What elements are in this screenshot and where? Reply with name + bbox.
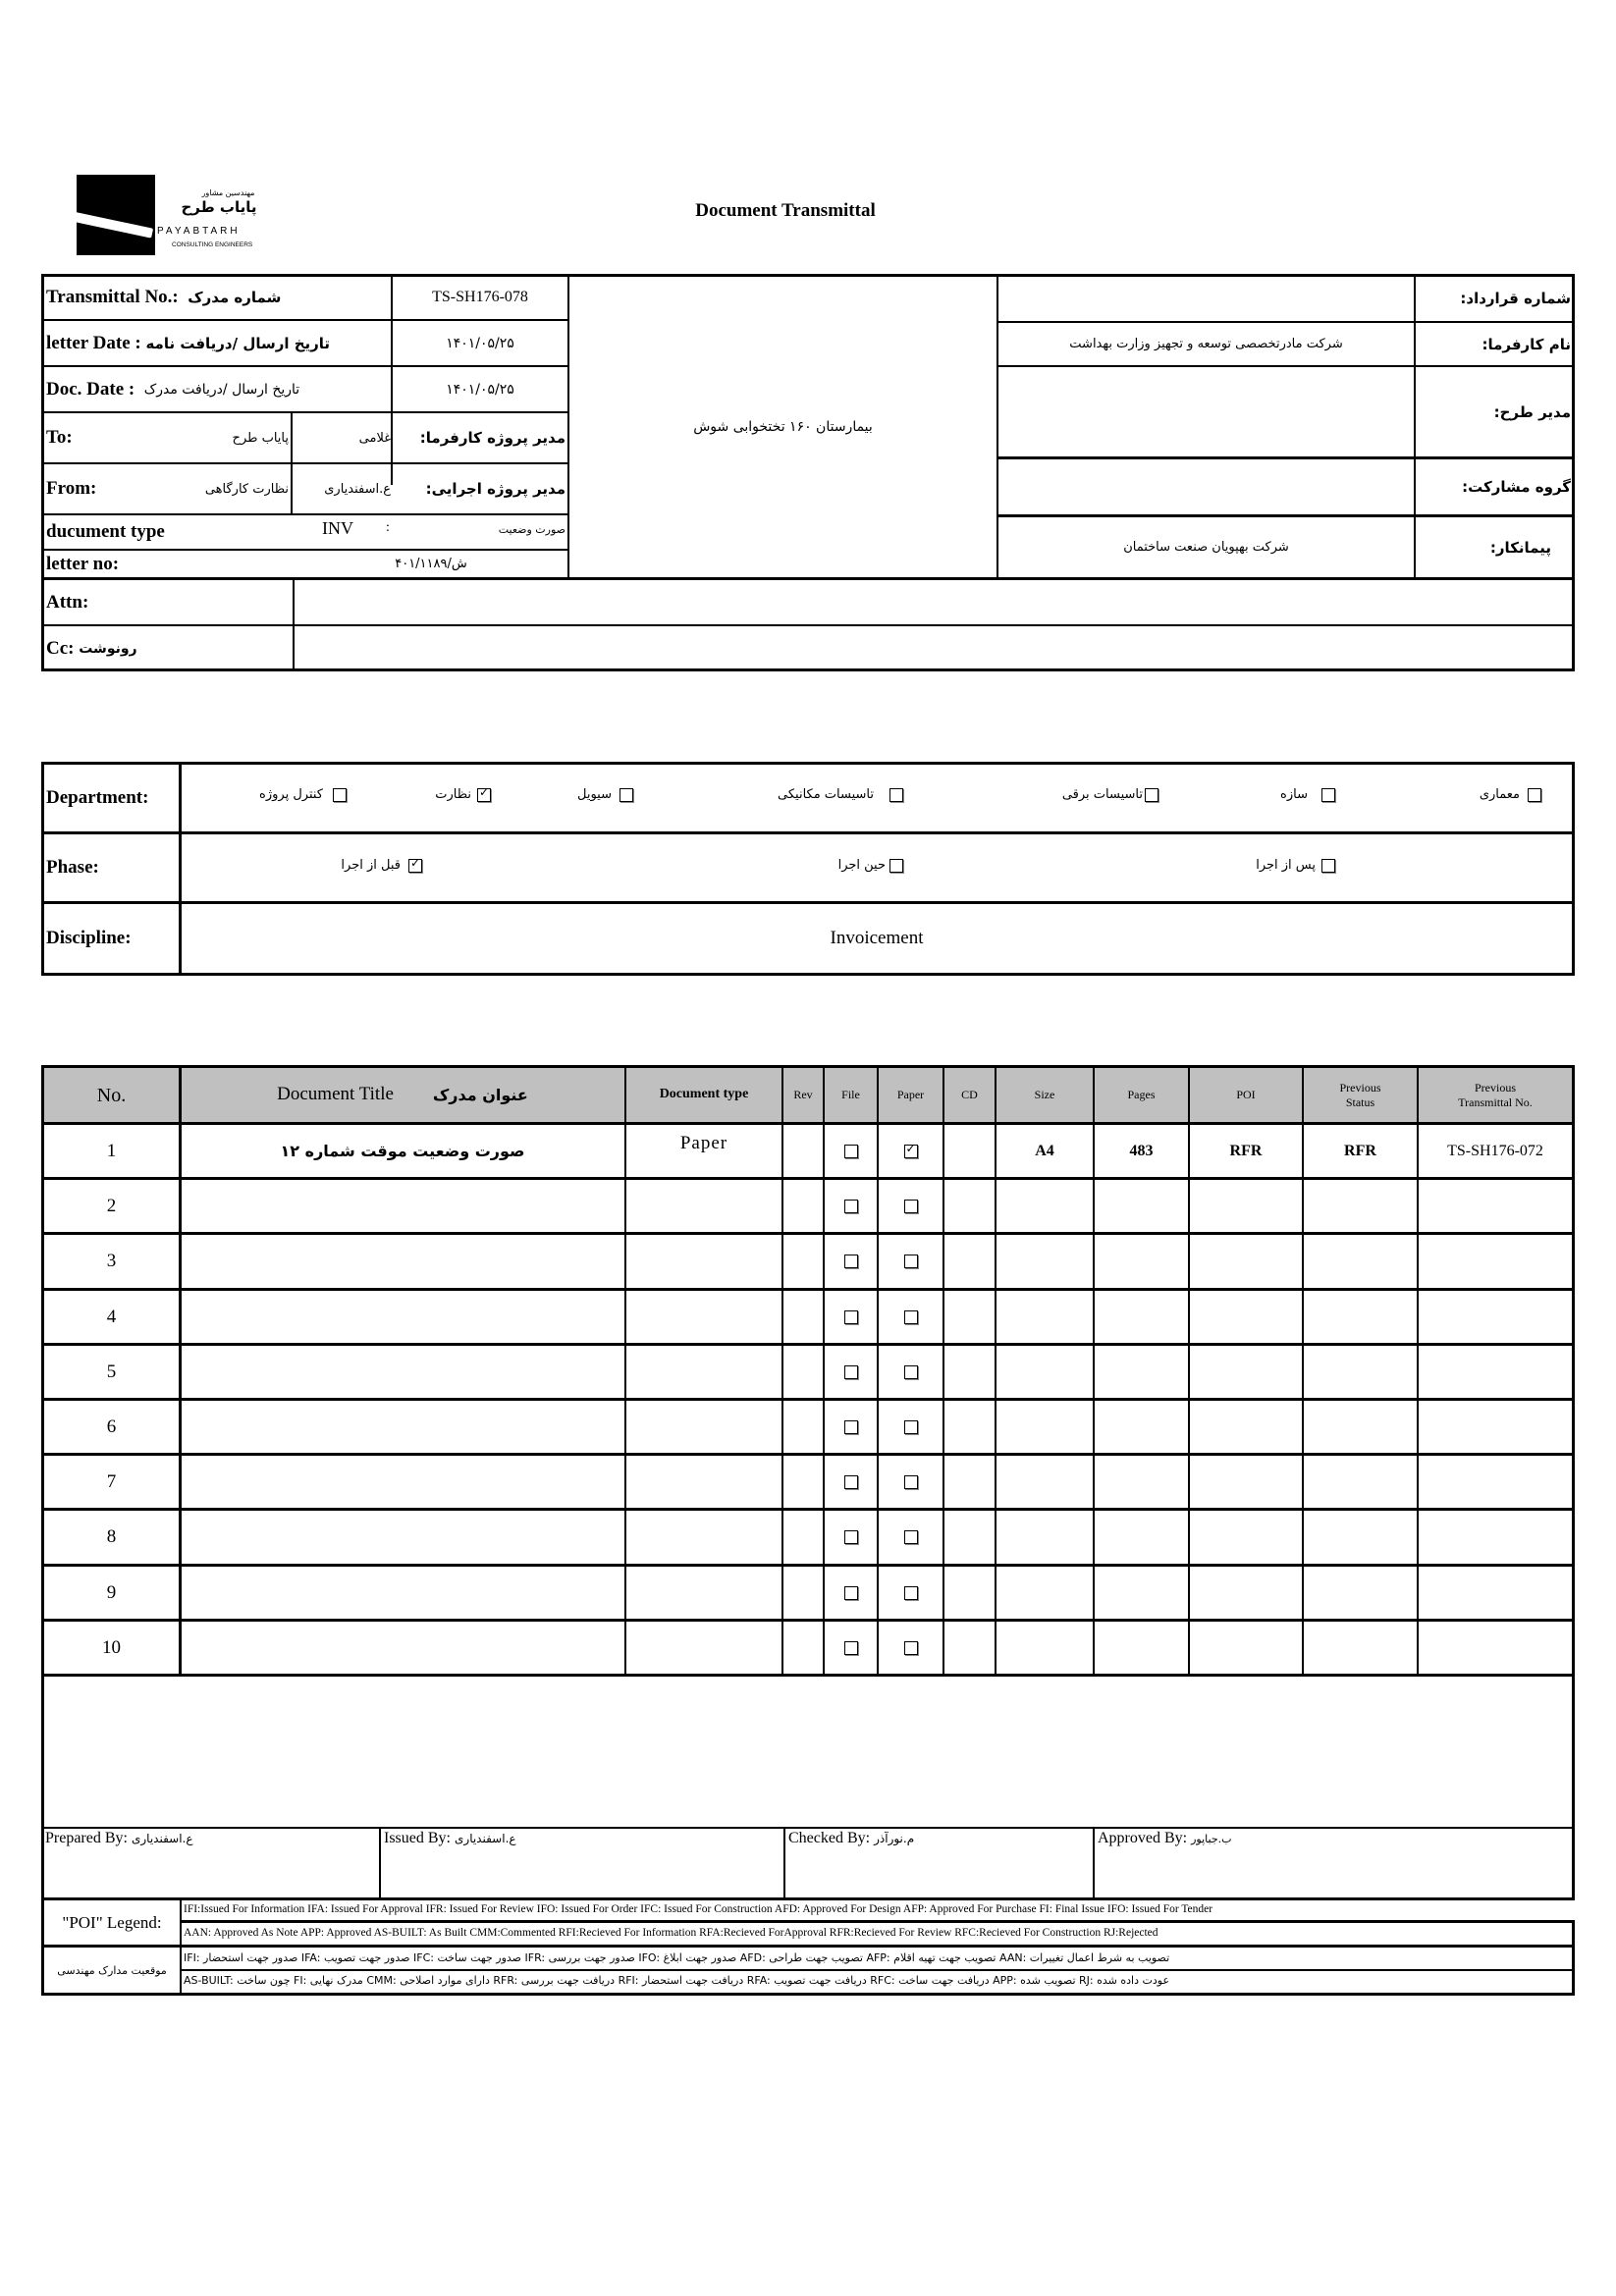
cell-pages[interactable] xyxy=(1095,1180,1188,1232)
doc-type-value: INV xyxy=(322,518,353,538)
checkbox-icon[interactable] xyxy=(844,1365,858,1379)
cell-rev[interactable] xyxy=(783,1346,823,1398)
checkbox-icon[interactable] xyxy=(1145,788,1158,802)
cell-paper[interactable] xyxy=(879,1622,943,1674)
letter-no-value: ۴۰۱/۱۱۸۹/ش xyxy=(395,557,467,571)
client-pm-value: غلامی xyxy=(358,430,391,446)
cell-pages[interactable] xyxy=(1095,1511,1188,1563)
cell-cd[interactable] xyxy=(944,1346,995,1398)
cell-doc-type[interactable] xyxy=(626,1456,781,1508)
phase-option-before[interactable]: ✓ قبل از اجرا xyxy=(314,858,422,873)
checkbox-checked-icon[interactable] xyxy=(904,1145,918,1158)
checkbox-icon[interactable] xyxy=(844,1586,858,1600)
cell-doc-type[interactable] xyxy=(626,1291,781,1343)
client-name-label: نام کارفرما: xyxy=(1481,335,1571,353)
legend-block xyxy=(41,1900,1575,1901)
checkbox-icon[interactable] xyxy=(844,1641,858,1655)
column-header-no: No. xyxy=(96,1084,127,1106)
cell-no: 9 xyxy=(106,1581,117,1603)
cell-size[interactable] xyxy=(997,1291,1093,1343)
column-header-size: Size xyxy=(1034,1088,1055,1102)
cell-poi[interactable] xyxy=(1190,1180,1302,1232)
checkbox-icon[interactable] xyxy=(904,1475,918,1489)
cell-size[interactable] xyxy=(997,1346,1093,1398)
cell-rev[interactable] xyxy=(783,1180,823,1232)
cell-prev-status[interactable] xyxy=(1304,1511,1417,1563)
fa-legend-label: موقعیت مدارک مهندسی xyxy=(57,1963,167,1977)
cell-prev-status[interactable] xyxy=(1304,1456,1417,1508)
cell-cd[interactable] xyxy=(944,1235,995,1287)
cell-prev-transmittal[interactable] xyxy=(1419,1291,1572,1343)
cell-pages[interactable]: 483 xyxy=(1129,1142,1154,1159)
cell-pages[interactable] xyxy=(1095,1235,1188,1287)
cell-doc-type[interactable] xyxy=(626,1511,781,1563)
column-header-prev-status: Previous Status xyxy=(1339,1081,1381,1109)
cell-size[interactable] xyxy=(997,1456,1093,1508)
cell-doc-type[interactable]: Paper xyxy=(679,1133,728,1153)
cell-file[interactable] xyxy=(825,1511,877,1563)
cell-cd[interactable] xyxy=(944,1456,995,1508)
logo-english-name: PAYABTARH xyxy=(157,226,241,237)
department-option-structure[interactable]: سازه xyxy=(1247,787,1335,802)
doc-type-label: ducument type xyxy=(46,521,165,542)
cell-no: 10 xyxy=(102,1636,121,1658)
column-header-cd: CD xyxy=(961,1088,978,1102)
checkbox-icon[interactable] xyxy=(844,1255,858,1268)
partnership-label: گروه مشارکت: xyxy=(1462,478,1571,496)
doc-type-value-fa: صورت وضعیت xyxy=(498,523,566,536)
cell-title[interactable] xyxy=(181,1346,624,1398)
checkbox-icon[interactable] xyxy=(889,788,903,802)
department-option-mechanical[interactable]: تاسیسات مکانیکی xyxy=(731,787,903,802)
column-header-prev-transmittal: Previous Transmittal No. xyxy=(1458,1081,1533,1109)
cell-size[interactable] xyxy=(997,1235,1093,1287)
cell-paper[interactable] xyxy=(879,1401,943,1453)
cell-poi[interactable] xyxy=(1190,1567,1302,1619)
cell-cd[interactable] xyxy=(944,1622,995,1674)
issued-by: Issued By: ع.اسفندیاری xyxy=(384,1830,516,1846)
checkbox-icon[interactable] xyxy=(844,1145,858,1158)
client-name-value: شرکت مادرتخصصی توسعه و تجهیز وزارت بهداشت xyxy=(1069,337,1343,351)
transmittal-no-value: TS-SH176-078 xyxy=(432,289,528,305)
checkbox-icon[interactable] xyxy=(904,1586,918,1600)
cell-cd[interactable] xyxy=(944,1567,995,1619)
checkbox-icon[interactable] xyxy=(1321,859,1335,873)
cell-rev[interactable] xyxy=(783,1235,823,1287)
project-manager-label: مدیر طرح: xyxy=(1493,402,1571,421)
column-header-poi: POI xyxy=(1236,1088,1256,1102)
cell-cd[interactable] xyxy=(944,1180,995,1232)
cell-file[interactable] xyxy=(825,1125,877,1177)
cell-prev-status[interactable] xyxy=(1304,1180,1417,1232)
department-label: Department: xyxy=(46,787,149,808)
checkbox-icon[interactable] xyxy=(1321,788,1335,802)
cell-prev-status[interactable] xyxy=(1304,1346,1417,1398)
checkbox-icon[interactable] xyxy=(619,788,633,802)
cell-prev-status[interactable] xyxy=(1304,1401,1417,1453)
column-header-doc-type: Document type xyxy=(659,1087,749,1102)
poi-legend-label: "POI" Legend: xyxy=(62,1913,162,1932)
cell-poi[interactable] xyxy=(1190,1511,1302,1563)
cell-size[interactable] xyxy=(997,1511,1093,1563)
cell-paper[interactable] xyxy=(879,1456,943,1508)
poi-legend-line-1: IFI:Issued For Information IFA: Issued For Approval IFR: Issued For Review IFO: Issued For Order IFC: Issued For Construction AFD: Approved For Design AFP: Approved For Purchase FI: Final Issue IFO: Issued For Tender xyxy=(184,1903,1213,1915)
department-option-project-control[interactable]: کنترل پروژه xyxy=(224,787,347,802)
cell-doc-type[interactable] xyxy=(626,1180,781,1232)
cell-prev-transmittal[interactable] xyxy=(1419,1346,1572,1398)
cell-rev[interactable] xyxy=(783,1622,823,1674)
cell-doc-type[interactable] xyxy=(626,1401,781,1453)
department-option-civil[interactable]: سیویل xyxy=(545,787,633,802)
checkbox-icon[interactable] xyxy=(904,1641,918,1655)
cell-prev-transmittal[interactable] xyxy=(1419,1401,1572,1453)
cell-title[interactable]: صورت وضعیت موقت شماره ۱۲ xyxy=(280,1142,525,1160)
letter-date-value: ۱۴۰۱/۰۵/۲۵ xyxy=(446,335,514,351)
cell-size[interactable] xyxy=(997,1567,1093,1619)
checked-by: Checked By: م.نورآذر xyxy=(788,1830,915,1846)
cell-file[interactable] xyxy=(825,1567,877,1619)
cell-prev-status[interactable] xyxy=(1304,1291,1417,1343)
discipline-value: Invoicement xyxy=(830,928,924,948)
doc-date-label: Doc. Date : تاریخ ارسال /دریافت مدرک xyxy=(46,378,300,400)
cell-file[interactable] xyxy=(825,1180,877,1232)
cell-no: 8 xyxy=(106,1525,117,1547)
cell-file[interactable] xyxy=(825,1401,877,1453)
checkbox-checked-icon[interactable] xyxy=(408,859,422,873)
logo-persian-tagline: مهندسین مشاور xyxy=(201,188,255,197)
cell-cd[interactable] xyxy=(944,1401,995,1453)
project-name: بیمارستان ۱۶۰ تختخوابی شوش xyxy=(693,418,873,435)
letter-no-label: letter no: xyxy=(46,553,120,574)
phase-label: Phase: xyxy=(46,857,99,878)
client-pm-label: مدیر پروژه کارفرما: xyxy=(419,429,566,447)
from-value: نظارت کارگاهی xyxy=(204,481,289,497)
checkbox-icon[interactable] xyxy=(333,788,347,802)
checkbox-icon[interactable] xyxy=(844,1475,858,1489)
cell-pages[interactable] xyxy=(1095,1567,1188,1619)
cell-title[interactable] xyxy=(181,1622,624,1674)
checkbox-icon[interactable] xyxy=(904,1365,918,1379)
cell-cd[interactable] xyxy=(944,1291,995,1343)
cell-poi[interactable] xyxy=(1190,1291,1302,1343)
fa-legend-line-2: AS-BUILT: چون ساخت FI: مدرک نهایی CMM: دارای موارد اصلاحی RFR: دریافت جهت بررسی RFI: دریافت جهت استحضار RFA: دریافت جهت تصویب RFC: دریافت جهت ساخت APP: تصویب شده RJ: عودت داده شده xyxy=(184,1974,1170,1987)
cell-pages[interactable] xyxy=(1095,1456,1188,1508)
poi-legend-line-2: AAN: Approved As Note APP: Approved AS-BUILT: As Built CMM:Commented RFI:Recieved For Information RFA:Recieved ForApproval RFR:Recieved For Review RFC:Recieved For Construction RJ:Rejected xyxy=(184,1927,1158,1939)
cell-prev-status[interactable] xyxy=(1304,1567,1417,1619)
contractor-label: پیمانکار: xyxy=(1489,538,1551,557)
transmittal-no-label: Transmittal No.: شماره مدرک xyxy=(46,287,282,307)
logo-mark-icon xyxy=(77,175,155,255)
cell-title[interactable] xyxy=(181,1235,624,1287)
column-header-pages: Pages xyxy=(1127,1088,1156,1102)
cell-file[interactable] xyxy=(825,1346,877,1398)
cell-prev-transmittal[interactable]: TS-SH176-072 xyxy=(1447,1142,1543,1159)
cell-doc-type[interactable] xyxy=(626,1235,781,1287)
cell-doc-type[interactable] xyxy=(626,1346,781,1398)
cell-pages[interactable] xyxy=(1095,1401,1188,1453)
cell-no: 7 xyxy=(106,1470,117,1492)
cell-paper[interactable] xyxy=(879,1180,943,1232)
checkbox-icon[interactable] xyxy=(844,1310,858,1324)
cell-prev-transmittal[interactable] xyxy=(1419,1511,1572,1563)
cell-poi[interactable] xyxy=(1190,1622,1302,1674)
attn-label: Attn: xyxy=(46,591,89,613)
cell-pages[interactable] xyxy=(1095,1346,1188,1398)
cell-rev[interactable] xyxy=(783,1401,823,1453)
cell-paper[interactable] xyxy=(879,1125,943,1177)
department-option-supervision[interactable]: ✓ نظارت xyxy=(412,787,491,802)
cell-paper[interactable] xyxy=(879,1346,943,1398)
column-header-rev: Rev xyxy=(793,1088,813,1102)
cell-title[interactable] xyxy=(181,1511,624,1563)
cell-no: 5 xyxy=(106,1361,117,1382)
cell-prev-transmittal[interactable] xyxy=(1419,1567,1572,1619)
cell-paper[interactable] xyxy=(879,1511,943,1563)
to-value: پایاب طرح xyxy=(232,430,289,446)
checkbox-icon[interactable] xyxy=(904,1200,918,1213)
cell-title[interactable] xyxy=(181,1291,624,1343)
cell-title[interactable] xyxy=(181,1180,624,1232)
cell-title[interactable] xyxy=(181,1567,624,1619)
cc-value[interactable] xyxy=(295,626,1571,671)
to-label: To: xyxy=(46,427,73,448)
cell-poi[interactable] xyxy=(1190,1456,1302,1508)
cell-rev[interactable] xyxy=(783,1291,823,1343)
cell-no: 6 xyxy=(106,1415,117,1437)
page-title: Document Transmittal xyxy=(695,200,876,221)
checkbox-checked-icon[interactable] xyxy=(477,788,491,802)
cell-no: 3 xyxy=(106,1250,117,1271)
cell-no: 1 xyxy=(106,1140,117,1161)
cell-poi[interactable] xyxy=(1190,1346,1302,1398)
fa-legend-line-1: IFI: صدور جهت استحضار IFA: صدور جهت تصویب IFC: صدور جهت ساخت IFR: صدور جهت بررسی IFO: صدور جهت ابلاغ AFD: تصویب جهت طراحی AFP: تصویب جهت تهیه اقلام AAN: تصویب به شرط اعمال تغییرات xyxy=(184,1951,1170,1964)
from-label: From: xyxy=(46,478,97,499)
cell-pages[interactable] xyxy=(1095,1291,1188,1343)
cell-rev[interactable] xyxy=(783,1567,823,1619)
partnership-value xyxy=(998,459,1414,514)
cell-rev[interactable] xyxy=(783,1456,823,1508)
project-manager-value xyxy=(998,367,1414,456)
cell-prev-transmittal[interactable] xyxy=(1419,1180,1572,1232)
letter-date-label: letter Date : تاریخ ارسال /دریافت نامه xyxy=(46,332,331,353)
logo-tagline: CONSULTING ENGINEERS xyxy=(172,241,253,248)
cell-no: 4 xyxy=(106,1306,117,1327)
title-header-en: Document Title xyxy=(277,1084,394,1105)
checkbox-icon[interactable] xyxy=(904,1530,918,1544)
cell-doc-type[interactable] xyxy=(626,1622,781,1674)
column-header-paper: Paper xyxy=(896,1088,925,1102)
cell-file[interactable] xyxy=(825,1456,877,1508)
checkbox-icon[interactable] xyxy=(844,1530,858,1544)
exec-pm-value: ع.اسفندیاری xyxy=(324,481,391,497)
checkbox-icon[interactable] xyxy=(844,1420,858,1434)
cell-rev[interactable] xyxy=(783,1125,823,1177)
checkbox-icon[interactable] xyxy=(904,1310,918,1324)
cell-cd[interactable] xyxy=(944,1125,995,1177)
cell-rev[interactable] xyxy=(783,1511,823,1563)
phase-option-after[interactable]: پس از اجرا xyxy=(1217,858,1335,873)
cell-title[interactable] xyxy=(181,1401,624,1453)
discipline-label: Discipline: xyxy=(46,928,132,948)
title-header-fa: عنوان مدرک xyxy=(432,1085,528,1104)
department-option-electrical[interactable]: تاسیسات برقی xyxy=(1021,787,1158,802)
cell-file[interactable] xyxy=(825,1235,877,1287)
attn-value[interactable] xyxy=(295,580,1571,624)
cell-file[interactable] xyxy=(825,1622,877,1674)
prepared-by: Prepared By: ع.اسفندیاری xyxy=(45,1830,193,1846)
cell-paper[interactable] xyxy=(879,1567,943,1619)
checkbox-icon[interactable] xyxy=(904,1255,918,1268)
cell-size[interactable] xyxy=(997,1622,1093,1674)
cell-prev-status[interactable]: RFR xyxy=(1344,1142,1376,1159)
checkbox-icon[interactable] xyxy=(1528,788,1541,802)
cell-paper[interactable] xyxy=(879,1235,943,1287)
cell-size[interactable] xyxy=(997,1180,1093,1232)
cell-prev-transmittal[interactable] xyxy=(1419,1235,1572,1287)
cell-title[interactable] xyxy=(181,1456,624,1508)
cell-prev-transmittal[interactable] xyxy=(1419,1622,1572,1674)
department-option-architecture[interactable]: معماری xyxy=(1433,787,1541,802)
cc-label: Cc: رونوشت xyxy=(46,638,137,659)
column-header-file: File xyxy=(841,1088,860,1102)
cell-poi[interactable]: RFR xyxy=(1229,1142,1263,1159)
column-header-title xyxy=(181,1068,624,1122)
approved-by: Approved By: ب.جباپور xyxy=(1098,1830,1232,1846)
checkbox-icon[interactable] xyxy=(844,1200,858,1213)
phase-option-during[interactable]: حین اجرا xyxy=(805,858,903,873)
doc-date-value: ۱۴۰۱/۰۵/۲۵ xyxy=(446,381,514,398)
cell-size[interactable] xyxy=(997,1401,1093,1453)
cell-cd[interactable] xyxy=(944,1511,995,1563)
logo-persian-name: پایاب طرح xyxy=(181,198,257,216)
cell-prev-transmittal[interactable] xyxy=(1419,1456,1572,1508)
contractor-value: شرکت بهپویان صنعت ساختمان xyxy=(1123,540,1289,555)
cell-prev-status[interactable] xyxy=(1304,1622,1417,1674)
exec-pm-label: مدیر پروژه اجرایی: xyxy=(425,480,566,498)
contract-no-value xyxy=(998,276,1414,321)
cell-pages[interactable] xyxy=(1095,1622,1188,1674)
contract-no-label: شماره قرارداد: xyxy=(1460,290,1571,307)
cell-file[interactable] xyxy=(825,1291,877,1343)
checkbox-icon[interactable] xyxy=(889,859,903,873)
cell-poi[interactable] xyxy=(1190,1235,1302,1287)
cell-prev-status[interactable] xyxy=(1304,1235,1417,1287)
doc-type-separator: : xyxy=(386,520,390,535)
cell-poi[interactable] xyxy=(1190,1401,1302,1453)
checkbox-icon[interactable] xyxy=(904,1420,918,1434)
cell-doc-type[interactable] xyxy=(626,1567,781,1619)
cell-no: 2 xyxy=(106,1195,117,1216)
cell-size[interactable]: A4 xyxy=(1035,1142,1054,1159)
cell-paper[interactable] xyxy=(879,1291,943,1343)
